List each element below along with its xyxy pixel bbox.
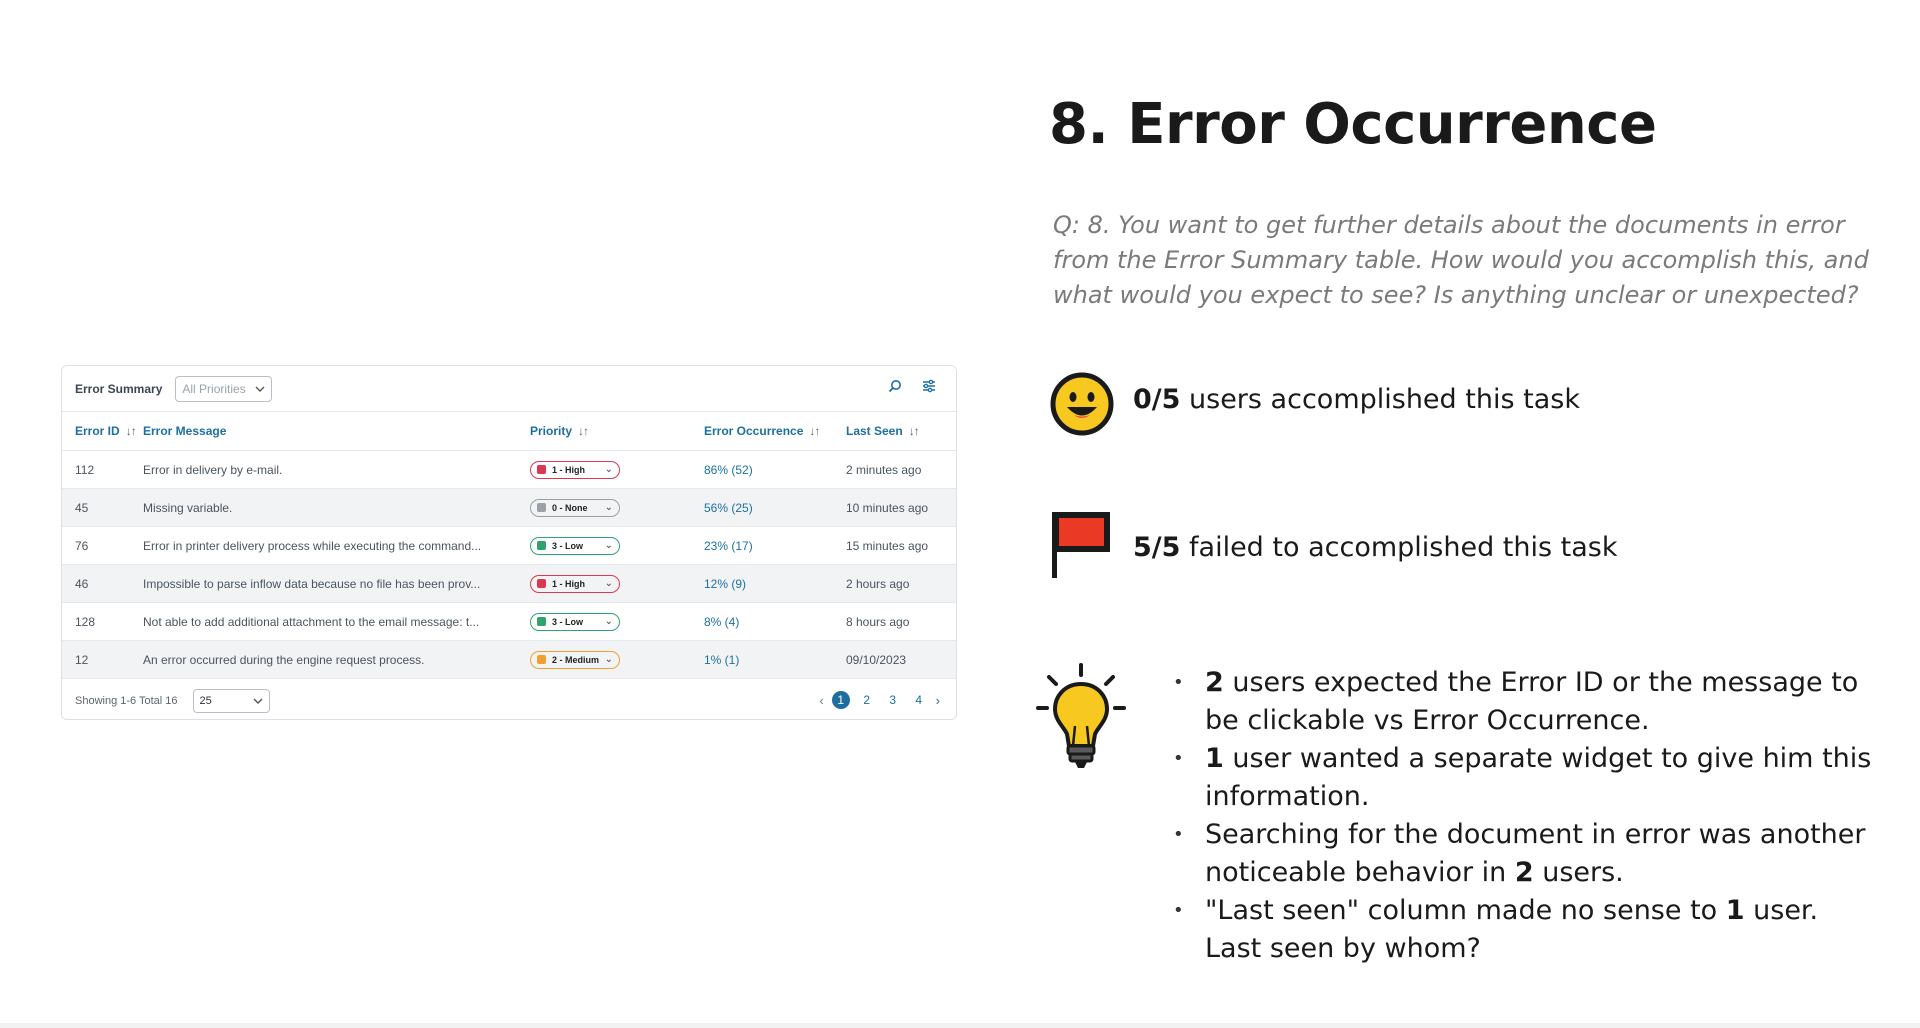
slide-bottom-edge: [0, 1023, 1920, 1028]
card-title: Error Summary: [75, 381, 163, 396]
table-header: [62, 412, 956, 451]
priority-select[interactable]: [530, 613, 620, 631]
priority-select[interactable]: [530, 537, 620, 555]
page-3-button[interactable]: 3: [889, 693, 896, 707]
priority-label: 2 - Medium: [552, 654, 600, 665]
error-occurrence-cell: [704, 577, 846, 591]
last-seen-cell: 2 hours ago: [846, 576, 910, 591]
chevron-down-icon: ⌄: [604, 463, 613, 475]
table-footer: [62, 679, 956, 720]
lightbulb-icon: [1035, 662, 1127, 772]
chevron-down-icon: ⌄: [604, 577, 613, 589]
page-size-select[interactable]: [193, 689, 270, 713]
priority-filter-value: All Priorities: [182, 381, 246, 396]
error-id-cell: 12: [75, 652, 89, 667]
error-id-cell: 46: [75, 576, 89, 591]
card-header: [62, 366, 956, 412]
error-message-cell: An error occurred during the engine request process.: [143, 652, 425, 667]
error-message-cell: Error in delivery by e-mail.: [143, 462, 283, 477]
insight-item: [1170, 816, 1880, 892]
error-summary-card: [61, 365, 957, 720]
priority-cell: [530, 537, 704, 555]
showing-count: Showing 1-6 Total 16: [75, 695, 178, 707]
task-question: Q: 8. You want to get further details about the documents in error from the Error Summary table. How would you accomplish this, and what would you expect to see? Is anything unclear or unexpected?: [1053, 211, 1869, 309]
insight-count: 1: [1205, 743, 1224, 774]
last-seen-cell: 15 minutes ago: [846, 538, 929, 553]
sort-icon[interactable]: ↓↑: [809, 424, 820, 438]
priority-color-icon: [537, 503, 546, 512]
insight-text-post: user. Last seen by whom?: [1205, 895, 1819, 964]
priority-label: 1 - High: [552, 578, 585, 589]
chevron-down-icon: ⌄: [604, 501, 613, 513]
column-header-error-message: Error Message: [143, 424, 227, 438]
priority-cell: [530, 651, 704, 669]
pagination: [819, 691, 940, 709]
page-size-value: 25: [199, 695, 212, 707]
column-header-last-seen[interactable]: Last Seen ↓↑: [846, 424, 919, 438]
priority-cell: [530, 575, 704, 593]
insights-list: [1170, 664, 1880, 968]
success-text: users accomplished this task: [1180, 384, 1580, 415]
chevron-down-icon: [253, 698, 263, 704]
priority-color-icon: [537, 579, 546, 588]
table-row[interactable]: [62, 641, 956, 679]
insight-count: 1: [1725, 895, 1745, 926]
red-flag-icon: [1049, 509, 1113, 581]
chevron-down-icon: ⌄: [604, 615, 613, 627]
error-id-cell: 112: [75, 462, 95, 477]
insight-text-post: user wanted a separate widget to give him this information.: [1205, 743, 1872, 812]
chevron-down-icon: ⌄: [604, 539, 613, 551]
table-row[interactable]: [62, 565, 956, 603]
priority-color-icon: [537, 541, 546, 550]
column-header-priority[interactable]: Priority ↓↑: [530, 424, 589, 438]
table-row[interactable]: [62, 603, 956, 641]
sort-icon[interactable]: ↓↑: [908, 424, 919, 438]
error-message-cell: Impossible to parse inflow data because no file has been prov...: [143, 576, 481, 591]
insight-text-post: users.: [1533, 857, 1624, 888]
error-occurrence-link[interactable]: 1% (1): [704, 652, 740, 667]
priority-cell: [530, 461, 704, 479]
priority-select[interactable]: [530, 575, 620, 593]
error-message-cell: Error in printer delivery process while executing the command...: [143, 538, 482, 553]
insight-count: 2: [1205, 667, 1224, 698]
success-stat: [1133, 384, 1580, 415]
error-occurrence-link[interactable]: 23% (17): [704, 538, 753, 553]
error-occurrence-cell: [704, 463, 846, 477]
page-2-button[interactable]: 2: [863, 693, 870, 707]
last-seen-cell: 10 minutes ago: [846, 500, 929, 515]
slide-title: 8. Error Occurrence: [1049, 92, 1657, 157]
error-occurrence-link[interactable]: 12% (9): [704, 576, 747, 591]
error-message-cell: Missing variable.: [143, 500, 233, 515]
error-occurrence-cell: [704, 653, 846, 667]
priority-cell: [530, 613, 704, 631]
error-occurrence-cell: [704, 615, 846, 629]
failure-count: 5/5: [1133, 532, 1181, 563]
smiley-face-icon: [1050, 372, 1114, 436]
error-occurrence-link[interactable]: 8% (4): [704, 614, 740, 629]
insight-text-pre: "Last seen" column made no sense to: [1205, 895, 1726, 926]
table-body: [62, 451, 956, 679]
priority-label: 0 - None: [552, 502, 588, 513]
failure-stat: [1133, 532, 1618, 563]
priority-label: 1 - High: [552, 464, 585, 475]
table-row[interactable]: [62, 489, 956, 527]
priority-select[interactable]: [530, 651, 620, 669]
insight-item: [1170, 740, 1880, 816]
page-4-button[interactable]: 4: [915, 693, 922, 707]
prev-page-icon[interactable]: ‹: [819, 692, 824, 708]
insight-item: [1170, 664, 1880, 740]
insight-text-post: users expected the Error ID or the message to be clickable vs Error Occurrence.: [1205, 667, 1859, 736]
last-seen-cell: 8 hours ago: [846, 614, 910, 629]
page-1-button[interactable]: 1: [832, 691, 850, 709]
insight-text-pre: Searching for the document in error was another noticeable behavior in: [1205, 819, 1866, 888]
error-id-cell: 128: [75, 614, 96, 629]
priority-color-icon: [537, 617, 546, 626]
last-seen-cell: 09/10/2023: [846, 652, 907, 667]
chevron-down-icon: ⌄: [604, 653, 613, 665]
priority-cell: [530, 499, 704, 517]
priority-filter-select[interactable]: [175, 376, 272, 402]
success-count: 0/5: [1133, 384, 1181, 415]
sort-icon[interactable]: ↓↑: [578, 424, 589, 438]
error-occurrence-link[interactable]: 56% (25): [704, 500, 753, 515]
priority-select[interactable]: [530, 461, 620, 479]
failure-text: failed to accomplished this task: [1180, 532, 1618, 563]
table-row[interactable]: [62, 451, 956, 489]
error-occurrence-cell: [704, 501, 846, 515]
table-row[interactable]: [62, 527, 956, 565]
column-header-error-occurrence[interactable]: Error Occurrence ↓↑: [704, 424, 820, 438]
error-occurrence-link[interactable]: 86% (52): [704, 462, 753, 477]
search-icon[interactable]: [888, 379, 902, 393]
last-seen-cell: 2 minutes ago: [846, 462, 922, 477]
error-message-cell: Not able to add additional attachment to the email message: t...: [143, 614, 480, 629]
priority-select[interactable]: [530, 499, 620, 517]
insight-item: [1170, 892, 1880, 968]
column-header-error-id[interactable]: Error ID ↓↑: [75, 424, 136, 438]
priority-color-icon: [537, 465, 546, 474]
insight-count: 2: [1514, 857, 1534, 888]
error-occurrence-cell: [704, 539, 846, 553]
error-id-cell: 76: [75, 538, 89, 553]
filter-settings-icon[interactable]: [922, 379, 936, 393]
chevron-down-icon: [255, 386, 265, 392]
error-id-cell: 45: [75, 500, 89, 515]
priority-color-icon: [537, 655, 546, 664]
sort-icon[interactable]: ↓↑: [125, 424, 136, 438]
priority-label: 3 - Low: [552, 616, 583, 627]
next-page-icon[interactable]: ›: [935, 692, 940, 708]
priority-label: 3 - Low: [552, 540, 583, 551]
